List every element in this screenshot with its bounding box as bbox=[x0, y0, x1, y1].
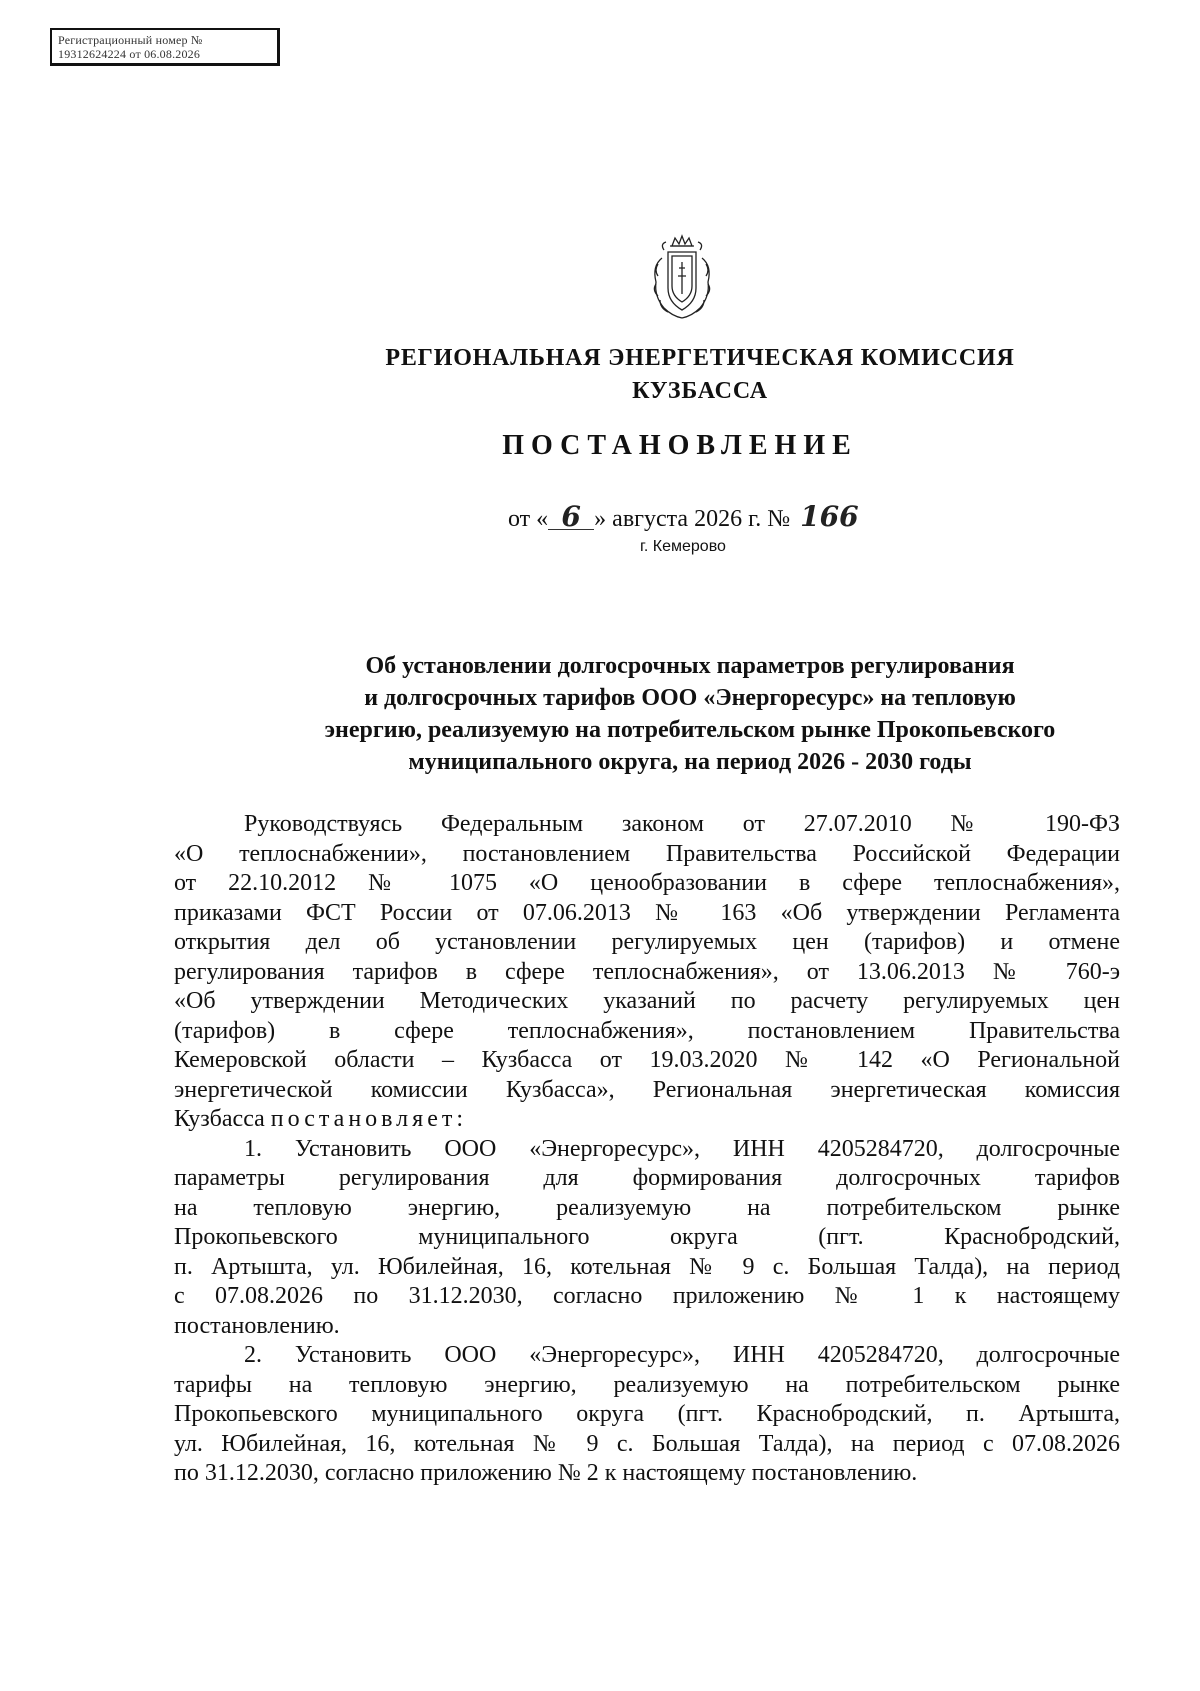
preamble-line: Руководствуясь Федеральным законом от 27.07.2010 № 190-ФЗ bbox=[244, 811, 1120, 837]
preamble-line: открытия дел об установлении регулируемых цен (тарифов) и отмене bbox=[174, 929, 1120, 955]
preamble-line: «О теплоснабжении», постановлением Правительства Российской Федерации bbox=[174, 840, 1120, 867]
item-2-line: Прокопьевского муниципального округа (пгт. Краснобродский, п. Артышта, bbox=[174, 1401, 1120, 1427]
title-line: энергию, реализуемую на потребительском рынке Прокопьевского bbox=[324, 717, 1056, 743]
item-1-line: п. Артышта, ул. Юбилейная, 16, котельная № 9 с. Большая Талда), на период bbox=[174, 1253, 1120, 1280]
date-prefix: от « bbox=[508, 506, 549, 532]
item-1-line: на тепловую энергию, реализуемую на потребительском рынке bbox=[174, 1194, 1120, 1221]
item-1-line: 1. Установить ООО «Энергоресурс», ИНН 4205284720, долгосрочные bbox=[244, 1135, 1120, 1162]
preamble-line: Кемеровской области – Кузбасса от 19.03.2020 № 142 «О Региональной bbox=[174, 1047, 1120, 1073]
title-line: муниципального округа, на период 2026 - 2030 годы bbox=[408, 749, 972, 775]
document-number-handwritten: 166 bbox=[800, 500, 859, 533]
resolve-line bbox=[174, 1105, 1120, 1135]
document-city: г. Кемерово bbox=[640, 538, 726, 555]
item-1-line: с 07.08.2026 по 31.12.2030, согласно приложению № 1 к настоящему bbox=[174, 1283, 1120, 1309]
document-body bbox=[174, 810, 1120, 1489]
resolve-word: постановляет: bbox=[270, 1106, 468, 1132]
registration-stamp bbox=[50, 28, 280, 66]
date-day-handwritten: 6 bbox=[548, 505, 594, 530]
date-middle: » августа 2026 г. № bbox=[594, 506, 791, 532]
preamble-line: (тарифов) в сфере теплоснабжения», постановлением Правительства bbox=[174, 1017, 1120, 1044]
item-1-line: параметры регулирования для формирования долгосрочных тарифов bbox=[174, 1165, 1120, 1191]
title-line: Об установлении долгосрочных параметров регулирования bbox=[365, 653, 1015, 679]
item-1-line: постановлению. bbox=[174, 1312, 340, 1339]
item-2-line: тарифы на тепловую энергию, реализуемую на потребительском рынке bbox=[174, 1371, 1120, 1398]
preamble-line: энергетической комиссии Кузбасса», Региональная энергетическая комиссия bbox=[174, 1076, 1120, 1103]
item-1-line: Прокопьевского муниципального округа (пгт. Краснобродский, bbox=[174, 1224, 1120, 1250]
document-type: ПОСТАНОВЛЕНИЕ bbox=[502, 430, 858, 461]
organization-name: РЕГИОНАЛЬНАЯ ЭНЕРГЕТИЧЕСКАЯ КОМИССИЯ bbox=[385, 345, 1015, 371]
document-date-line bbox=[508, 500, 870, 533]
registration-line-1: Регистрационный номер № bbox=[58, 33, 203, 47]
item-2-line: по 31.12.2030, согласно приложению № 2 к настоящему постановлению. bbox=[174, 1460, 918, 1486]
item-2-line: ул. Юбилейная, 16, котельная № 9 с. Большая Талда), на период с 07.08.2026 bbox=[174, 1430, 1120, 1457]
item-2-line: 2. Установить ООО «Энергоресурс», ИНН 4205284720, долгосрочные bbox=[244, 1342, 1120, 1368]
organization-region: КУЗБАССА bbox=[632, 378, 768, 404]
registration-line-2: 19312624224 от 06.08.2026 bbox=[58, 47, 201, 61]
preamble-line: регулирования тарифов в сфере теплоснабжения», от 13.06.2013 № 760-э bbox=[174, 958, 1120, 985]
document-title bbox=[250, 650, 1130, 778]
preamble-line: от 22.10.2012 № 1075 «О ценообразовании в сфере теплоснабжения», bbox=[174, 870, 1120, 896]
resolve-prefix: Кузбасса bbox=[174, 1106, 271, 1132]
preamble-line: «Об утверждении Методических указаний по расчету регулируемых цен bbox=[174, 988, 1120, 1014]
kuzbass-coat-of-arms-icon bbox=[642, 232, 722, 324]
title-line: и долгосрочных тарифов ООО «Энергоресурс» на тепловую bbox=[364, 685, 1016, 711]
preamble-line: приказами ФСТ России от 07.06.2013 № 163 «Об утверждении Регламента bbox=[174, 899, 1120, 926]
